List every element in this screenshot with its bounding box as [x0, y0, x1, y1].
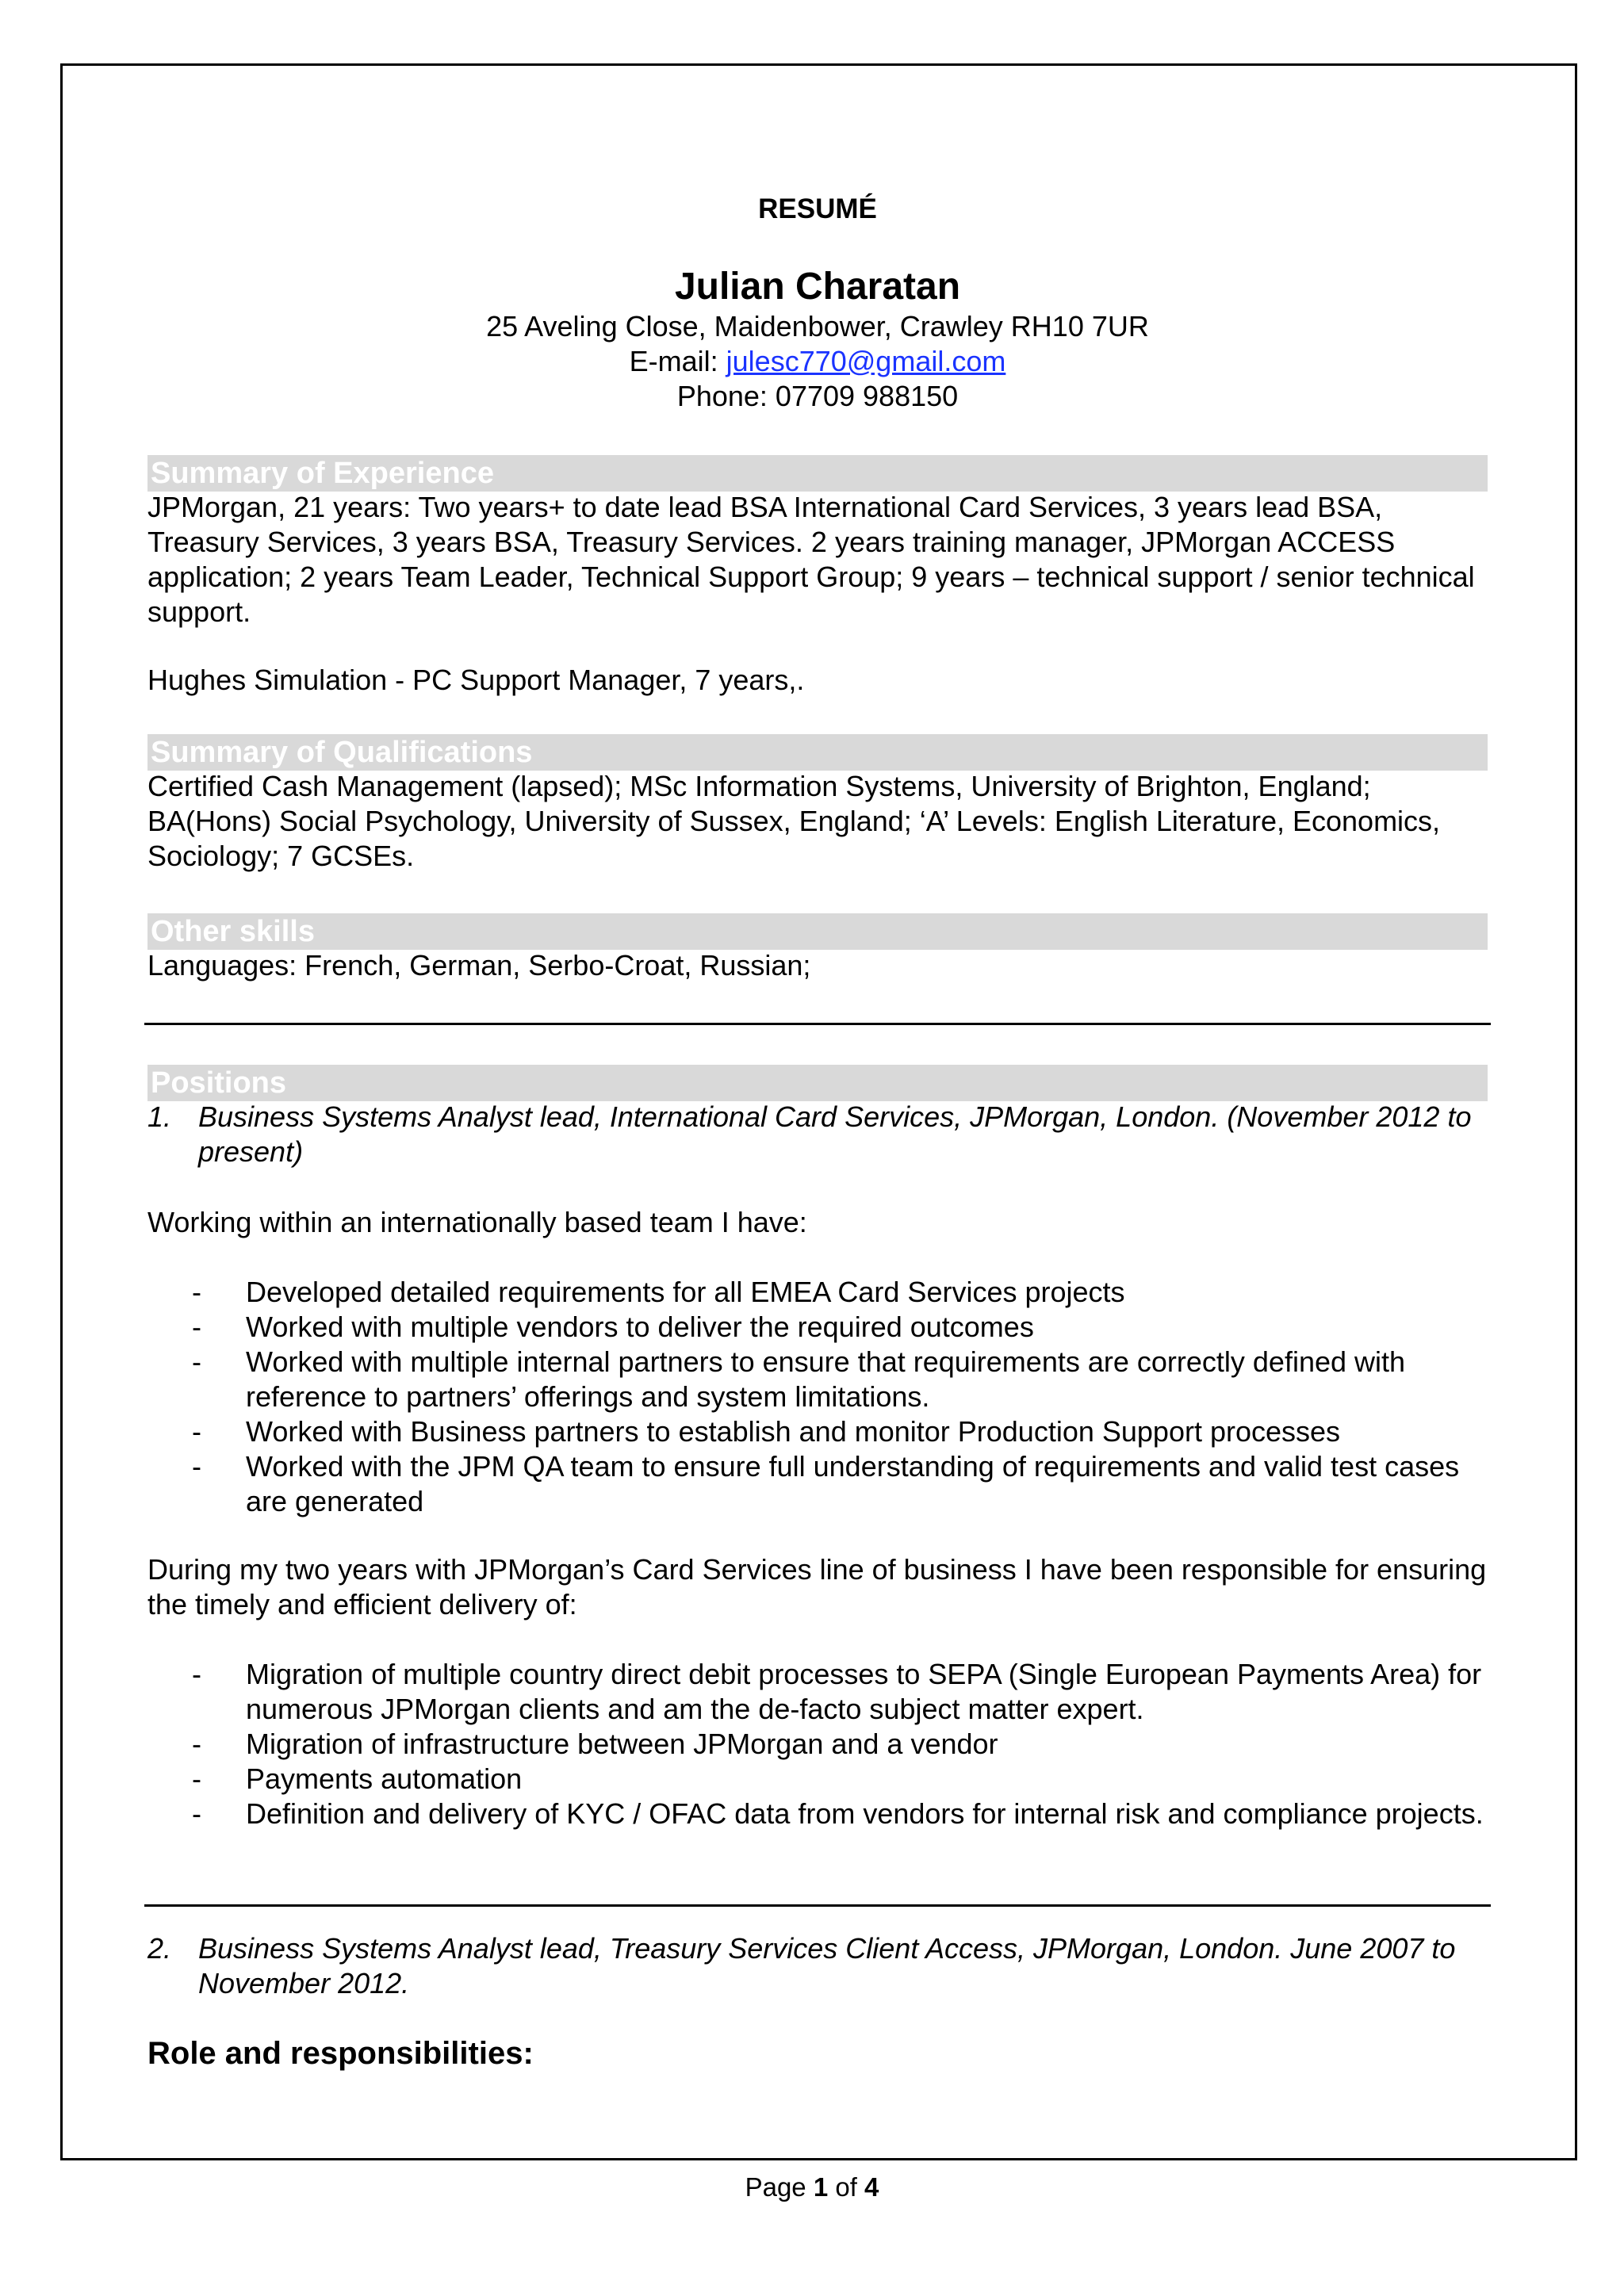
section-heading-skills: Other skills [147, 913, 1488, 950]
experience-paragraph: JPMorgan, 21 years: Two years+ to date lead BSA International Card Services, 3 years lead BSA, Treasury Services, 3 years BSA, Treasury Services. 2 years training manager, JPMorgan ACCESS application; 2 years Team Leader, Technical Support Group; 9 years – technical support / senior technical support. [147, 491, 1475, 628]
list-item: - Definition and delivery of KYC / OFAC data from vendors for internal risk and compliance projects. [192, 1797, 1484, 1830]
page-footer [0, 2172, 1624, 2202]
qualifications-paragraph: Certified Cash Management (lapsed); MSc Information Systems, University of Brighton, England; BA(Hons) Social Psychology, University of Sussex, England; ‘A’ Levels: English Literature, Economics, Sociology; 7 GCSEs. [147, 770, 1441, 872]
list-item: - Worked with Business partners to establish and monitor Production Support processes [192, 1415, 1341, 1448]
deliveries-list [147, 1657, 1488, 1831]
page-label: Page [745, 2172, 814, 2202]
position-intro-2: During my two years with JPMorgan’s Card Services line of business I have been responsible for ensuring the timely and efficient delivery of: [147, 1553, 1487, 1621]
section-heading-positions: Positions [147, 1065, 1488, 1101]
email-line [147, 344, 1488, 379]
position-number: 1. [147, 1100, 172, 1133]
list-item: - Worked with multiple vendors to deliver the required outcomes [192, 1311, 1034, 1343]
address-line: 25 Aveling Close, Maidenbower, Crawley RH10 7UR [486, 310, 1149, 342]
phone-line: Phone: 07709 988150 [676, 380, 959, 412]
email-label: E-mail: [629, 345, 726, 377]
experience-paragraph-hughes: Hughes Simulation - PC Support Manager, 7 years,. [147, 664, 805, 696]
position-title-text: Business Systems Analyst lead, Treasury Services Client Access, JPMorgan, London. June 2007 to November 2012. [198, 1932, 1456, 1999]
position-title-text: Business Systems Analyst lead, International Card Services, JPMorgan, London. (November 2012 to present) [198, 1100, 1472, 1168]
position-title-2 [147, 1931, 1491, 2001]
divider [144, 1904, 1491, 1907]
section-heading-qualifications: Summary of Qualifications [147, 734, 1488, 771]
candidate-name: Julian Charatan [674, 266, 961, 308]
list-item: - Payments automation [192, 1762, 523, 1795]
total-pages-number: 4 [864, 2172, 879, 2202]
email-link[interactable]: julesc770@gmail.com [726, 345, 1006, 377]
list-item: - Developed detailed requirements for all EMEA Card Services projects [192, 1276, 1125, 1308]
divider [144, 1023, 1491, 1025]
list-item: - Worked with multiple internal partners to ensure that requirements are correctly defined with reference to partners’ offerings and system limitations. [192, 1345, 1406, 1413]
achievements-list [147, 1275, 1488, 1519]
position-title-1 [147, 1100, 1491, 1169]
skills-paragraph: Languages: French, German, Serbo-Croat, Russian; [147, 949, 811, 982]
of-label: of [828, 2172, 865, 2202]
document-heading: RESUMÉ [758, 193, 877, 224]
position-number: 2. [147, 1932, 172, 1965]
position-intro: Working within an internationally based team I have: [147, 1206, 807, 1238]
current-page-number: 1 [813, 2172, 829, 2202]
list-item: - Migration of multiple country direct debit processes to SEPA (Single European Payments Area) for numerous JPMorgan clients and am the de-facto subject matter expert. [192, 1658, 1482, 1725]
list-item: - Worked with the JPM QA team to ensure full understanding of requirements and valid test cases are generated [192, 1450, 1460, 1517]
role-responsibilities-heading: Role and responsibilities: [147, 2036, 534, 2071]
section-heading-experience: Summary of Experience [147, 455, 1488, 492]
list-item: - Migration of infrastructure between JPMorgan and a vendor [192, 1728, 998, 1760]
